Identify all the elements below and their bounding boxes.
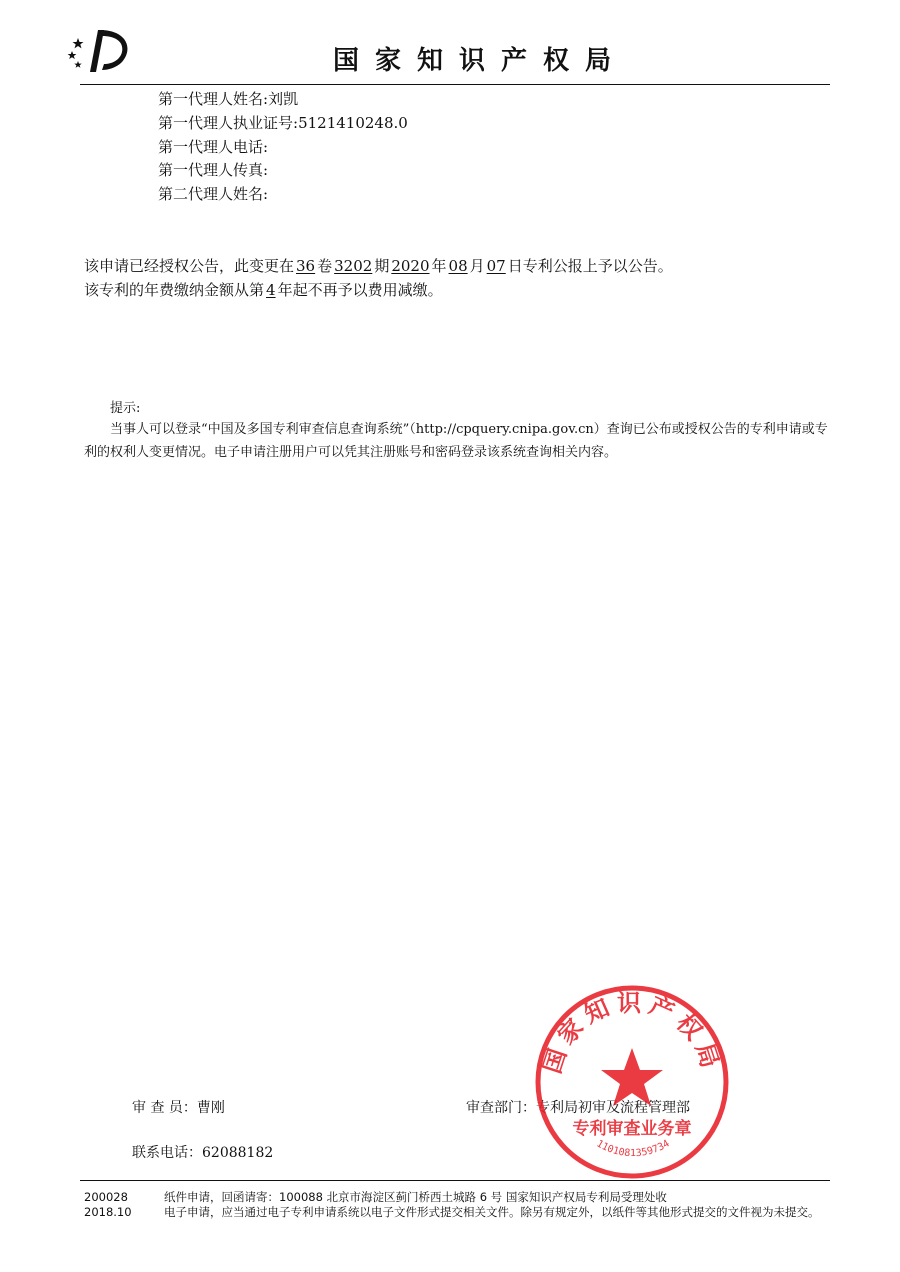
fee-start-year: 4 [266,281,276,299]
footer-divider [80,1180,830,1181]
second-agent-label: 第二代理人姓名: [158,185,269,203]
agent-license-row [158,111,408,135]
examiner-row [132,1097,225,1117]
footer-electronic-instructions: 电子申请，应当通过电子专利申请系统以电子文件形式提交相关文件。除另有规定外，以纸件等其他形式提交的文件视为未提交。 [164,1205,820,1219]
form-code: 200028 [84,1190,128,1204]
notice-text: 日专利公报上予以公告。 [507,257,673,275]
gazette-volume: 36 [296,257,316,275]
agent-phone-row [158,135,268,159]
gazette-month: 08 [448,257,468,275]
department-label: 审查部门： [466,1100,536,1116]
agent-name-value: 刘凯 [268,90,299,108]
hint-title: 提示: [110,401,141,416]
second-agent-row [158,182,268,206]
form-code-block [84,1190,132,1220]
agent-name-label: 第一代理人姓名: [158,90,269,108]
notice-text: 年 [431,257,447,275]
agent-phone-label: 第一代理人电话: [158,138,269,156]
form-date: 2018.10 [84,1205,132,1219]
department-value: 专利局初审及流程管理部 [536,1100,690,1116]
official-seal [532,982,732,1182]
notice-text: 卷 [317,257,333,275]
notice-text: 月 [469,257,485,275]
fee-text: 年起不再予以费用减缴。 [277,281,443,299]
gazette-year: 2020 [391,257,430,275]
fee-notice-line [84,278,443,302]
gazette-issue: 3202 [334,257,373,275]
footer-text-block [164,1190,836,1220]
seal-arc-text: 国家知识产权局 [537,988,727,1077]
header-divider [80,84,830,85]
grant-notice-line [84,254,673,278]
gazette-day: 07 [486,257,506,275]
notice-text: 期 [374,257,390,275]
agent-license-label: 第一代理人执业证号: [158,114,299,132]
seal-number: 1101081359734 [594,1138,672,1160]
contact-phone-label: 联系电话： [132,1145,202,1161]
contact-phone-value: 62088182 [202,1145,274,1161]
fee-text: 该专利的年费缴纳金额从第 [84,281,265,299]
agent-license-value: 5121410248.0 [298,114,408,132]
seal-center-text: 专利审查业务章 [572,1119,692,1139]
agent-fax-label: 第一代理人传真: [158,161,269,179]
examiner-value: 曹刚 [196,1100,225,1116]
org-title: 国家知识产权局 [332,46,627,76]
hint-body: 当事人可以登录“中国及多国专利审查信息查询系统”（http://cpquery.cnipa.gov.cn）查询已公布或授权公告的专利申请或专利的权利人变更情况。电子申请注册用户可以凭其注册账号和密码登录该系统查询相关内容。 [84,422,828,460]
notice-text: 该申请已经授权公告，此变更在 [84,257,295,275]
agent-name-row [158,87,298,111]
contact-phone-row [132,1142,273,1162]
examiner-label: 审 查 员： [132,1100,197,1116]
agent-fax-row [158,158,268,182]
seal-star-icon [601,1048,663,1106]
footer-paper-instructions: 纸件申请，回函请寄：100088 北京市海淀区蓟门桥西土城路 6 号 国家知识产权局专利局受理处收 [164,1190,667,1204]
